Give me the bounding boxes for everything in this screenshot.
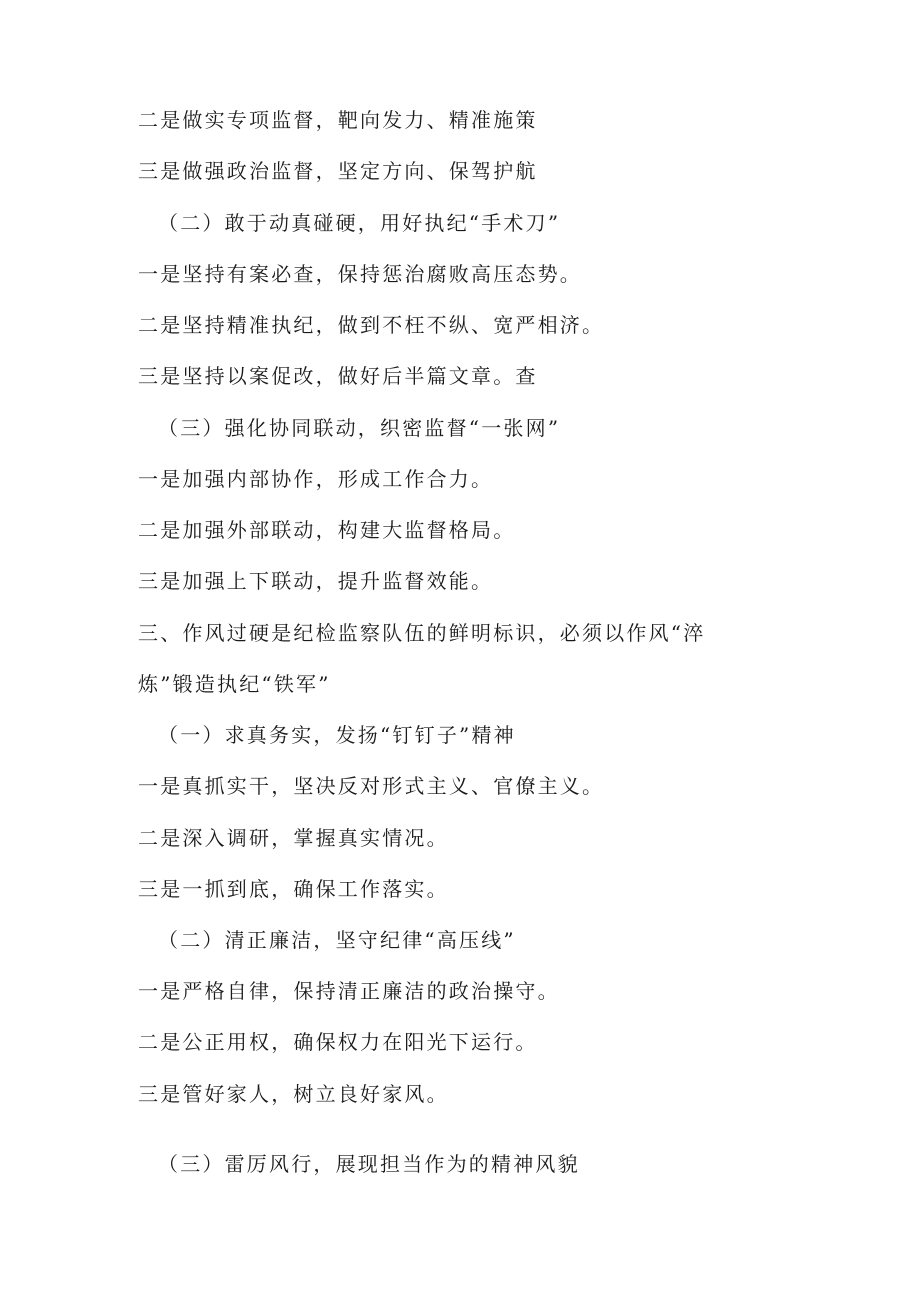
paragraph-line: 二是加强外部联动，构建大监督格局。 — [138, 518, 516, 542]
chapter-heading-line: 三、作风过硬是纪检监察队伍的鲜明标识，必须以作风“淬 — [138, 621, 706, 645]
paragraph-line: 二是坚持精准执纪，做到不枉不纵、宽严相济。 — [138, 313, 605, 337]
chapter-heading-line: 炼”锻造执纪“铁军” — [138, 672, 331, 696]
paragraph-line: 二是公正用权，确保权力在阳光下运行。 — [138, 1030, 538, 1054]
paragraph-line: 三是加强上下联动，提升监督效能。 — [138, 569, 494, 593]
paragraph-line: 二是做实专项监督，靶向发力、精准施策 — [138, 108, 538, 132]
section-heading: （三）强化协同联动，织密监督“一张网” — [158, 416, 561, 440]
section-heading: （三）雷厉风行，展现担当作为的精神风貌 — [158, 1152, 580, 1176]
paragraph-line: 二是深入调研，掌握真实情况。 — [138, 826, 449, 850]
section-heading: （二）敢于动真碰硬，用好执纪“手术刀” — [158, 211, 561, 235]
paragraph-line: 三是坚持以案促改，做好后半篇文章。查 — [138, 364, 538, 388]
paragraph-line: 一是严格自律，保持清正廉洁的政治操守。 — [138, 979, 560, 1003]
paragraph-line: 一是加强内部协作，形成工作合力。 — [138, 467, 494, 491]
section-heading: （二）清正廉洁，坚守纪律“高压线” — [158, 928, 516, 952]
paragraph-line: 一是坚持有案必查，保持惩治腐败高压态势。 — [138, 262, 582, 286]
paragraph-line: 三是做强政治监督，坚定方向、保驾护航 — [138, 159, 538, 183]
section-heading: （一）求真务实，发扬“钉钉子”精神 — [158, 723, 516, 747]
paragraph-line: 三是管好家人，树立良好家风。 — [138, 1082, 449, 1106]
paragraph-line: 一是真抓实干，坚决反对形式主义、官僚主义。 — [138, 774, 605, 798]
paragraph-line: 三是一抓到底，确保工作落实。 — [138, 877, 449, 901]
